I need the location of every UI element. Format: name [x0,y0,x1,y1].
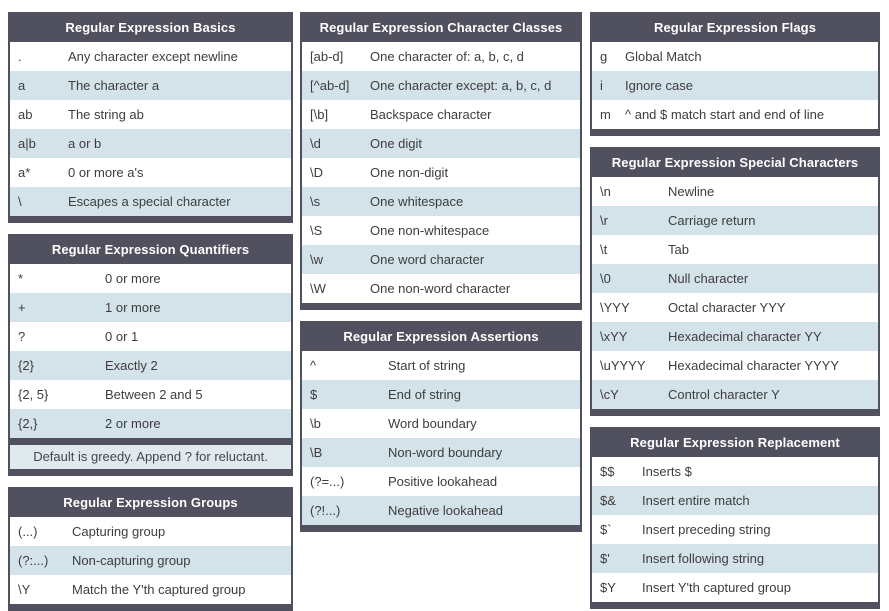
table-row [302,274,580,303]
row-description: Insert entire match [642,493,750,508]
row-symbol: [ab-d] [310,49,344,64]
row-symbol: . [18,49,22,64]
table-row [592,322,878,351]
table-row [592,42,878,71]
table-row [592,544,878,573]
table-footer-note: Default is greedy. Append ? for reluctant. [10,438,291,469]
table-row [10,100,291,129]
cheatsheet-table-groups [8,487,293,611]
table-row [302,380,580,409]
table-row [592,264,878,293]
row-description: Between 2 and 5 [105,387,203,402]
row-description: Carriage return [668,213,756,228]
table-row [302,438,580,467]
row-description: Insert preceding string [642,522,771,537]
column-right [590,12,880,609]
table-row [592,177,878,206]
row-symbol: $` [600,522,612,537]
table-title: Regular Expression Flags [592,14,878,42]
table-title: Regular Expression Quantifiers [10,236,291,264]
row-symbol: (?:...) [18,553,49,568]
row-symbol: $Y [600,580,616,595]
row-symbol: $& [600,493,616,508]
row-symbol: \D [310,165,323,180]
row-symbol: \ [18,194,22,209]
row-symbol: \0 [600,271,611,286]
table-row [302,129,580,158]
row-description: One whitespace [370,194,464,209]
row-description: Insert following string [642,551,765,566]
table-title: Regular Expression Assertions [302,323,580,351]
row-description: Non-capturing group [72,553,191,568]
row-symbol: \d [310,136,321,151]
table-row [592,380,878,409]
row-description: One non-word character [370,281,511,296]
row-description: ^ and $ match start and end of line [625,107,825,122]
table-row [592,515,878,544]
row-description: Insert Y'th captured group [642,580,791,595]
row-description: Ignore case [625,78,693,93]
table-title: Regular Expression Replacement [592,429,878,457]
row-description: Start of string [388,358,466,373]
row-symbol: \B [310,445,323,460]
row-symbol: \b [310,416,321,431]
row-description: 2 or more [105,416,161,431]
row-symbol: a|b [18,136,36,151]
row-description: Hexadecimal character YYYY [668,358,840,373]
table-row [10,264,291,293]
row-description: Newline [668,184,715,199]
row-description: a or b [68,136,102,151]
row-symbol: (?!...) [310,503,341,518]
column-middle [300,12,582,532]
row-description: Tab [668,242,689,257]
row-symbol: + [18,300,26,315]
row-symbol: ? [18,329,26,344]
cheatsheet-table-flags [590,12,880,136]
row-description: Hexadecimal character YY [668,329,822,344]
row-description: One word character [370,252,485,267]
row-description: One character of: a, b, c, d [370,49,524,64]
column-left [8,12,293,611]
cheatsheet-table-basics [8,12,293,223]
cheatsheet-table-assertions [300,321,582,532]
row-description: 0 or 1 [105,329,139,344]
table-row [10,71,291,100]
row-symbol: \n [600,184,611,199]
table-row [592,486,878,515]
row-description: Negative lookahead [388,503,503,518]
table-row [10,322,291,351]
row-description: One digit [370,136,423,151]
table-row [10,409,291,438]
row-symbol: \uYYYY [600,358,646,373]
table-row [592,293,878,322]
table-row [302,496,580,525]
row-description: 0 or more a's [68,165,144,180]
row-description: Non-word boundary [388,445,503,460]
table-title: Regular Expression Groups [10,489,291,517]
row-symbol: [\b] [310,107,329,122]
row-description: 1 or more [105,300,161,315]
table-row [302,409,580,438]
row-symbol: $' [600,551,610,566]
table-row [302,216,580,245]
table-row [592,206,878,235]
row-description: End of string [388,387,461,402]
table-title: Regular Expression Special Characters [592,149,878,177]
row-description: Control character Y [668,387,780,402]
row-description: Capturing group [72,524,166,539]
row-symbol: a [18,78,26,93]
table-row [302,71,580,100]
table-row [592,351,878,380]
row-symbol: \t [600,242,608,257]
table-row [10,517,291,546]
table-row [10,42,291,71]
row-description: Null character [668,271,749,286]
row-symbol: {2,} [18,416,38,431]
table-title: Regular Expression Basics [10,14,291,42]
row-symbol: \S [310,223,323,238]
row-description: Octal character YYY [668,300,786,315]
row-symbol: (...) [18,524,38,539]
table-row [592,457,878,486]
row-symbol: \s [310,194,321,209]
table-row [10,293,291,322]
row-description: Word boundary [388,416,477,431]
table-title: Regular Expression Character Classes [302,14,580,42]
row-symbol: {2, 5} [18,387,49,402]
cheatsheet-table-classes [300,12,582,310]
table-row [10,129,291,158]
table-row [592,235,878,264]
table-row [10,380,291,409]
table-row [302,42,580,71]
table-row [302,351,580,380]
table-row [592,573,878,602]
row-symbol: ab [18,107,33,122]
row-description: The string ab [68,107,144,122]
row-symbol: m [600,107,611,122]
cheatsheet-table-special [590,147,880,416]
table-row [10,158,291,187]
row-symbol: \W [310,281,326,296]
table-row [302,467,580,496]
row-symbol: \r [600,213,608,228]
row-description: The character a [68,78,160,93]
row-symbol: * [18,271,24,286]
table-row [302,158,580,187]
row-description: Match the Y'th captured group [72,582,246,597]
row-description: One character except: a, b, c, d [370,78,552,93]
row-symbol: i [600,78,603,93]
table-row [10,546,291,575]
cheatsheet-table-replacement [590,427,880,609]
row-description: Escapes a special character [68,194,231,209]
row-description: Any character except newline [68,49,238,64]
row-symbol: {2} [18,358,34,373]
row-description: Positive lookahead [388,474,498,489]
row-symbol: $ [310,387,318,402]
row-description: Exactly 2 [105,358,158,373]
row-symbol: ^ [310,358,317,373]
row-description: Backspace character [370,107,492,122]
row-symbol: \YYY [600,300,630,315]
cheatsheet-table-quantifiers [8,234,293,476]
row-symbol: $$ [600,464,615,479]
row-symbol: [^ab-d] [310,78,350,93]
row-symbol: (?=...) [310,474,345,489]
table-row [10,575,291,604]
row-symbol: \xYY [600,329,628,344]
table-row [302,245,580,274]
row-symbol: \cY [600,387,619,402]
table-row [302,187,580,216]
table-row [10,187,291,216]
table-row [10,351,291,380]
row-description: One non-digit [370,165,449,180]
row-symbol: \w [310,252,323,267]
table-row [592,100,878,129]
row-description: Global Match [625,49,702,64]
table-row [592,71,878,100]
row-description: 0 or more [105,271,161,286]
row-description: Inserts $ [642,464,692,479]
row-symbol: \Y [18,582,31,597]
row-symbol: g [600,49,608,64]
table-row [302,100,580,129]
row-description: One non-whitespace [370,223,490,238]
row-symbol: a* [18,165,31,180]
